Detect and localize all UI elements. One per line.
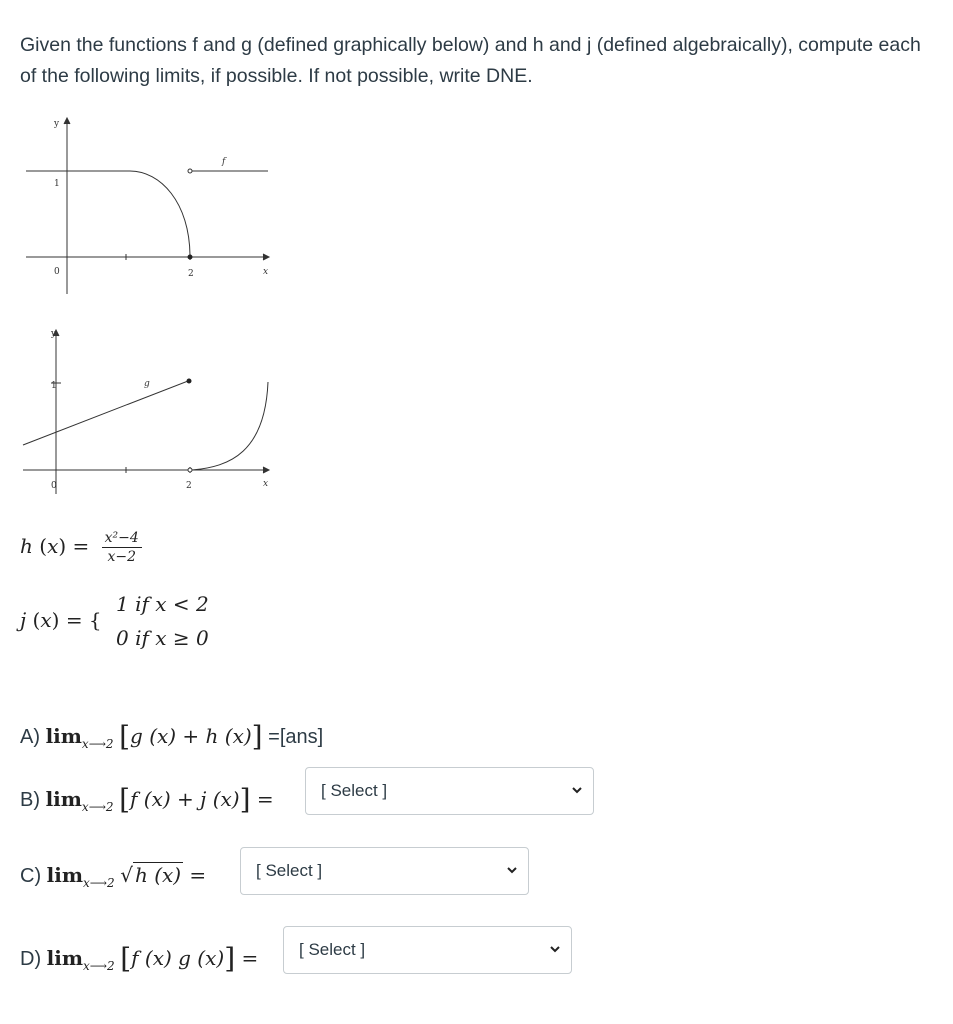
- g-closed-dot: [187, 379, 192, 384]
- question-d-label: D): [20, 948, 42, 970]
- question-d-expression: f (x) g (x): [131, 946, 225, 970]
- g-function-label: g: [144, 379, 150, 389]
- g-left-line: [23, 381, 188, 445]
- f-y-label: y: [54, 119, 60, 129]
- g-right-curve: [192, 382, 268, 470]
- question-b-select[interactable]: [ Select ]: [305, 767, 594, 815]
- f-curve: [67, 171, 190, 257]
- g-tick-1: 1: [51, 381, 57, 391]
- chevron-down-icon: [570, 783, 584, 797]
- f-tick-1: 1: [54, 179, 60, 189]
- h-numerator: x²−4: [102, 530, 142, 548]
- h-definition: h (x) = $\frac{\text{x²−4}}{x-2}$: [20, 530, 142, 565]
- instructions-text: Given the functions f and g (defined graphically below) and h and j (defined algebraically), compute each of the following limits, if possible. If not possible, write DNE.: [20, 34, 921, 87]
- h-fraction: [102, 530, 142, 565]
- g-tick-2: 2: [186, 481, 192, 491]
- question-a-answer: =[ans]: [268, 726, 324, 748]
- graph-g: [20, 322, 280, 502]
- g-y-label: y: [51, 329, 57, 339]
- question-a-label: A): [20, 726, 40, 748]
- chevron-down-icon: [548, 942, 562, 956]
- g-open-dot: [188, 468, 192, 472]
- f-tick-2: 2: [188, 269, 194, 279]
- question-b: B) $\lim_{x⟶2} [f$ (x) + j (x)] =: [20, 783, 274, 816]
- graph-f: [20, 112, 280, 302]
- f-closed-dot: [188, 255, 193, 260]
- j-case-2: 0 if x ≥ 0: [116, 626, 209, 650]
- f-x-label: x: [263, 267, 269, 277]
- question-c: C) $\lim_{x⟶2}$ √ h (x) =: [20, 863, 207, 890]
- g-x-label: x: [263, 479, 269, 489]
- question-c-label: C): [20, 865, 42, 887]
- j-var: x: [40, 608, 52, 632]
- question-a: A) $\lim_{x⟶2} [g$ (x) + h (x)] =[ans]: [20, 720, 324, 753]
- h-var: x: [47, 534, 59, 558]
- problem-instructions: [20, 30, 930, 92]
- f-tick-0: 0: [54, 267, 60, 277]
- question-c-select[interactable]: [ Select ]: [240, 847, 529, 895]
- f-open-dot: [188, 169, 192, 173]
- g-tick-0: 0: [51, 481, 57, 491]
- question-d-select[interactable]: [ Select ]: [283, 926, 572, 974]
- j-case-1: 1 if x < 2: [116, 592, 209, 616]
- question-d: D) $\lim_{x⟶2} [f$ (x) g (x)] =: [20, 942, 259, 975]
- h-denominator: x−2: [107, 549, 136, 565]
- h-name: h: [20, 534, 33, 558]
- question-a-expression: g (x) + h (x): [130, 724, 252, 748]
- question-b-expression: f (x) + j (x): [130, 787, 240, 811]
- j-name: j: [20, 608, 27, 632]
- f-function-label: f: [222, 157, 226, 167]
- question-c-expression: h (x): [134, 863, 182, 887]
- chevron-down-icon: [505, 863, 519, 877]
- question-b-label: B): [20, 789, 40, 811]
